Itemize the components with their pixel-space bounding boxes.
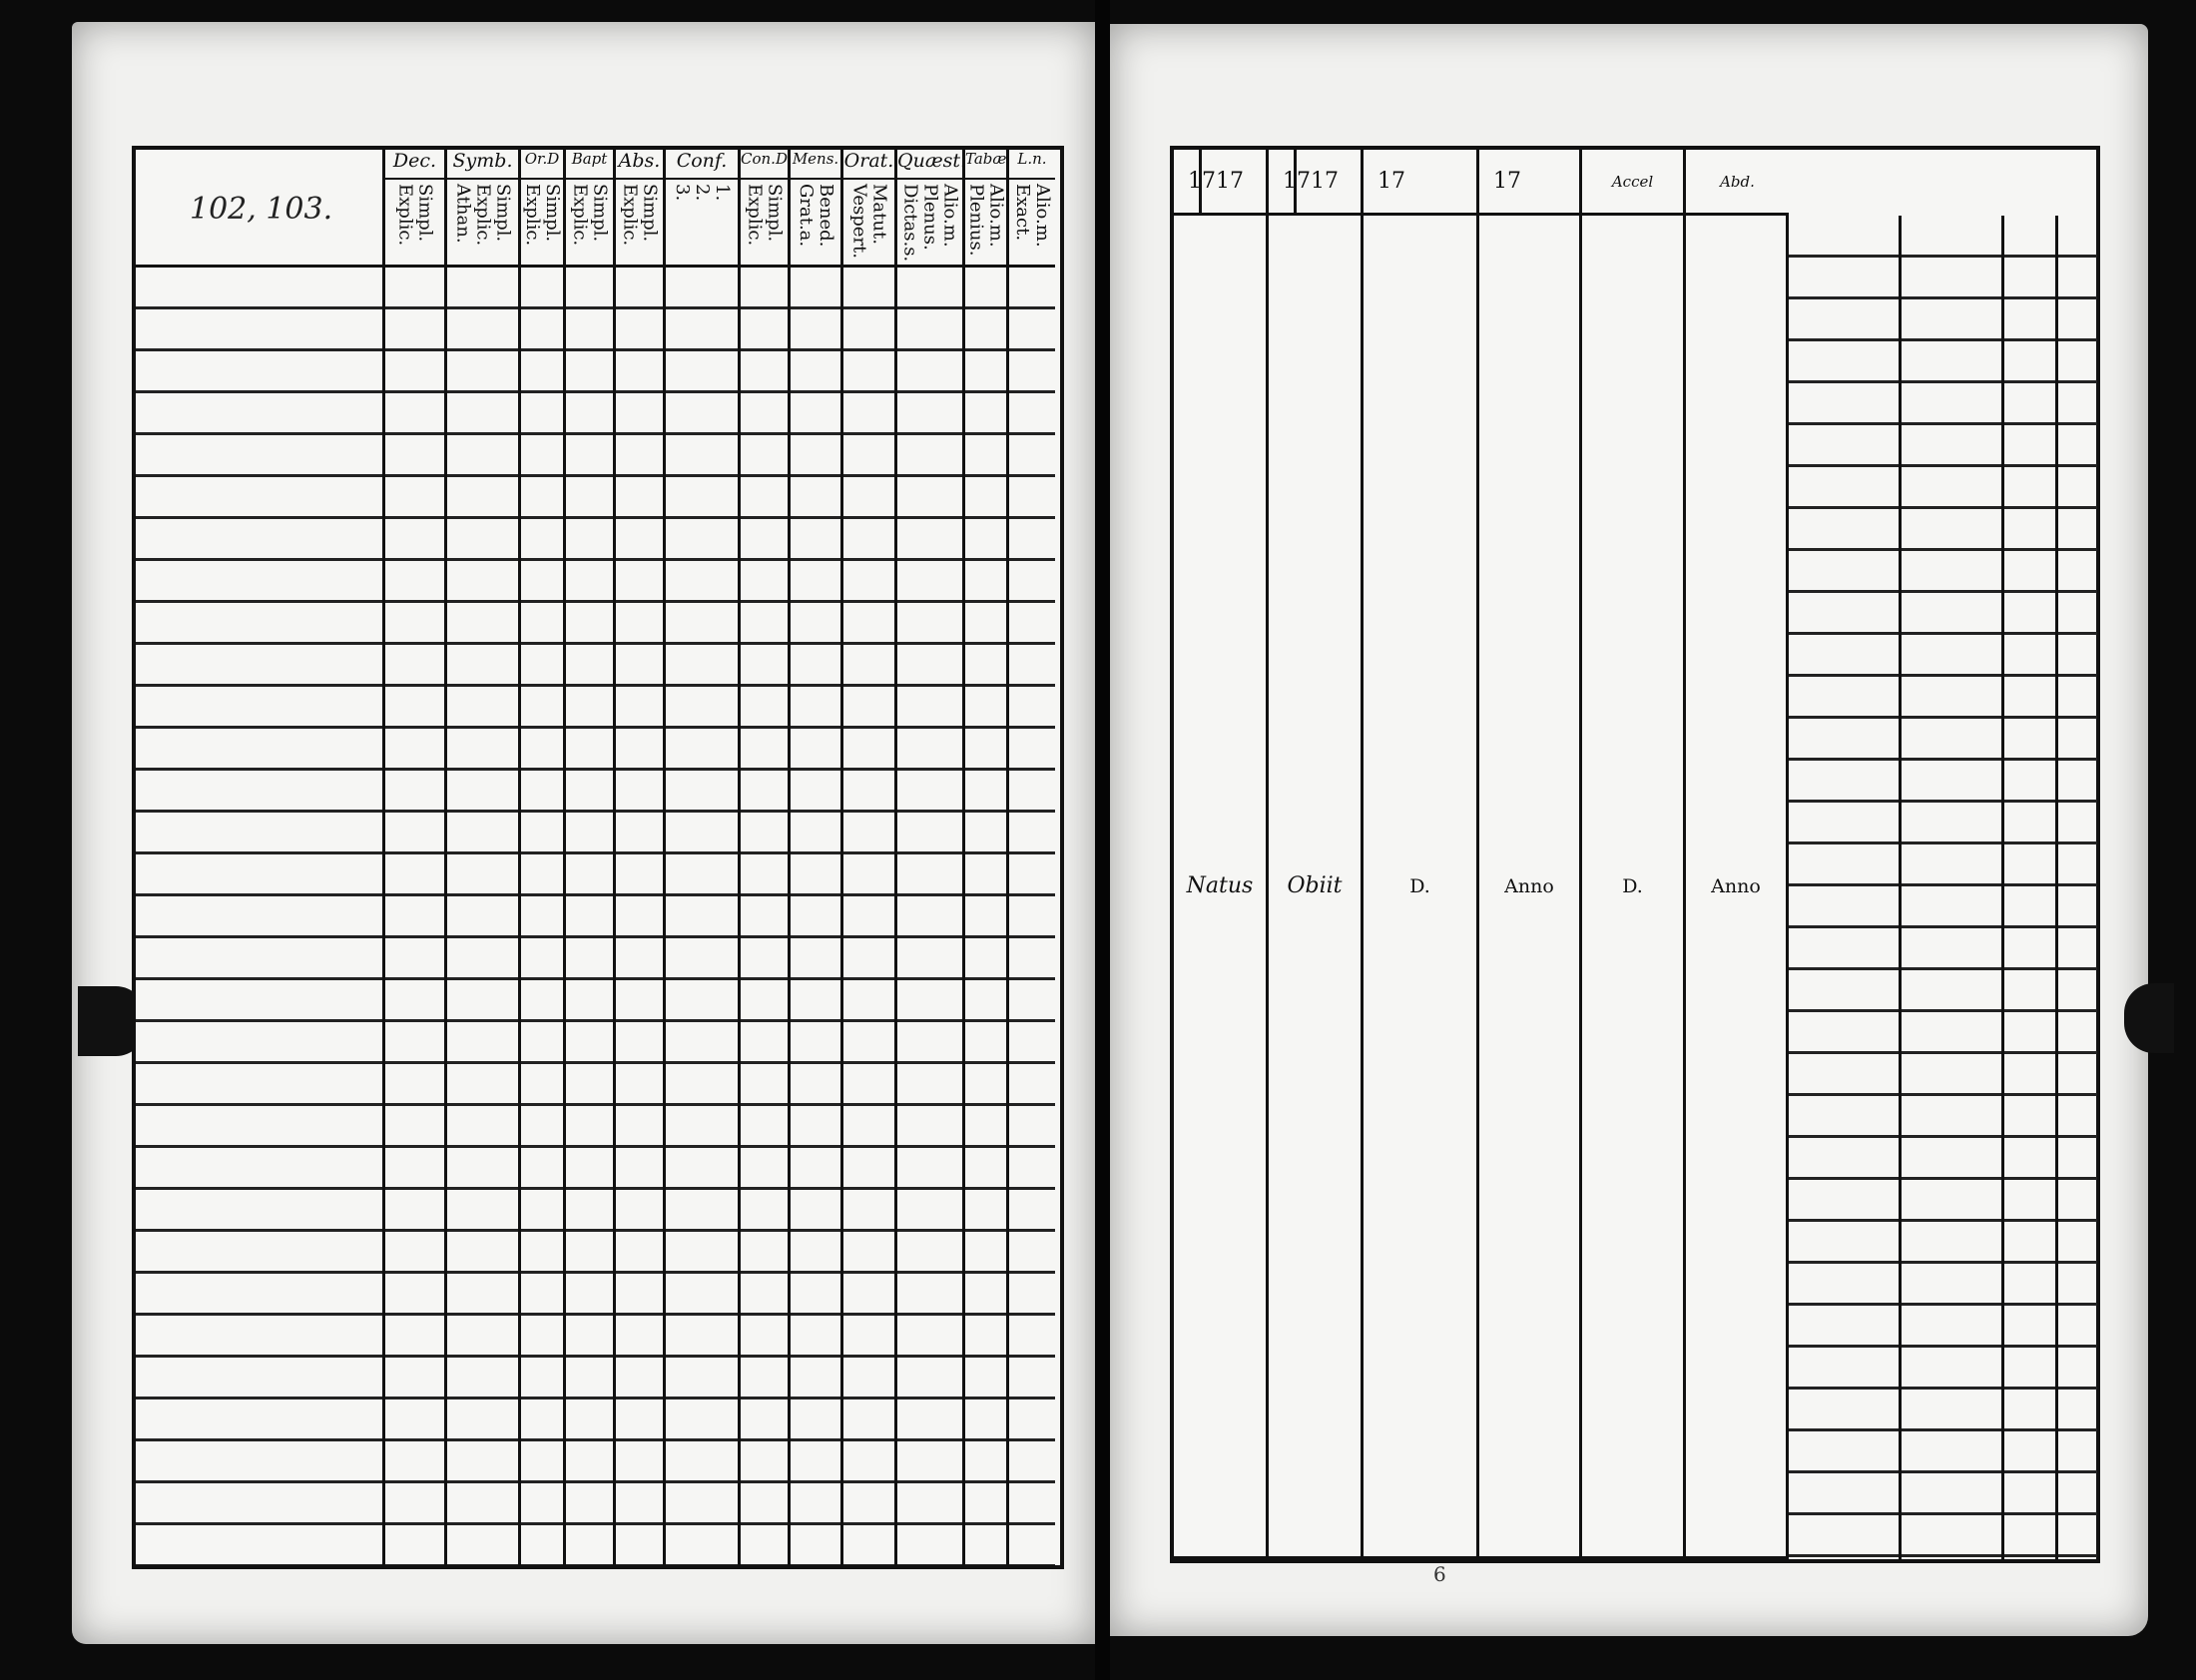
obiit-day-body (2004, 216, 2058, 1559)
left-register-table (132, 146, 1064, 1569)
col-orat-body (843, 268, 897, 1565)
natus-day-header: D. (1364, 216, 1479, 1559)
year-header-6: 17 (1479, 150, 1582, 216)
col-cond-header: Con.D Explic. Simpl. (741, 150, 791, 268)
natus-year-body (1902, 216, 2004, 1559)
year-header-1: 17 (1174, 150, 1202, 216)
col-bapt-header: Bapt Explic. Simpl. (566, 150, 616, 268)
col-ord-header: Or.D Explic. Simpl. (521, 150, 566, 268)
col-bapt-body (566, 268, 616, 1565)
accel-header: Accel (1582, 150, 1686, 216)
name-column-body (136, 268, 385, 1565)
natus-day-body (1789, 216, 1902, 1559)
col-tabae-body (965, 268, 1009, 1565)
col-cond-body (741, 268, 791, 1565)
col-orat-header: Orat. Vespert. Matut. (843, 150, 897, 268)
right-register-table (1170, 146, 2100, 1563)
col-symb-header: Symb. Athan. Explic. Simpl. (447, 150, 521, 268)
year-header-4: 17 (1297, 150, 1364, 216)
col-conf-header: Conf. 3. 2. 1. (666, 150, 741, 268)
year-header-3: 17 (1269, 150, 1297, 216)
natus-year-header: Anno (1479, 216, 1582, 1559)
abd-header: Abd. (1686, 150, 1789, 216)
obiit-year-body (2058, 216, 2100, 1559)
page-mark: 6 (1433, 1562, 1446, 1586)
col-symb-body (447, 268, 521, 1565)
col-ln-header: L.n. Exact. Alio.m. (1009, 150, 1055, 268)
obiit-day-header: D. (1582, 216, 1686, 1559)
col-abs-body (616, 268, 666, 1565)
year-header-2: 17 (1202, 150, 1269, 216)
natus-header: Natus (1174, 216, 1269, 1559)
col-tabae-header: Tabæ Plenius. Alio.m. (965, 150, 1009, 268)
col-dec-body (385, 268, 447, 1565)
col-ln-body (1009, 268, 1055, 1565)
handwritten-page-note: 102, 103. (190, 192, 333, 227)
col-dec-header: Dec. Explic. Simpl. (385, 150, 447, 268)
col-mens-header: Mens. Grat.a. Bened. (791, 150, 843, 268)
obiit-header: Obiit (1269, 216, 1364, 1559)
col-mens-body (791, 268, 843, 1565)
col-conf-body (666, 268, 741, 1565)
col-abs-header: Abs. Explic. Simpl. (616, 150, 666, 268)
col-ord-body (521, 268, 566, 1565)
obiit-year-header: Anno (1686, 216, 1789, 1559)
col-quaest-header: Quæst. Dictas.s. Plenus. Alio.m. (897, 150, 965, 268)
book-gutter (1095, 0, 1110, 1680)
right-clip (2124, 983, 2174, 1053)
col-quaest-body (897, 268, 965, 1565)
year-header-5: 17 (1364, 150, 1479, 216)
